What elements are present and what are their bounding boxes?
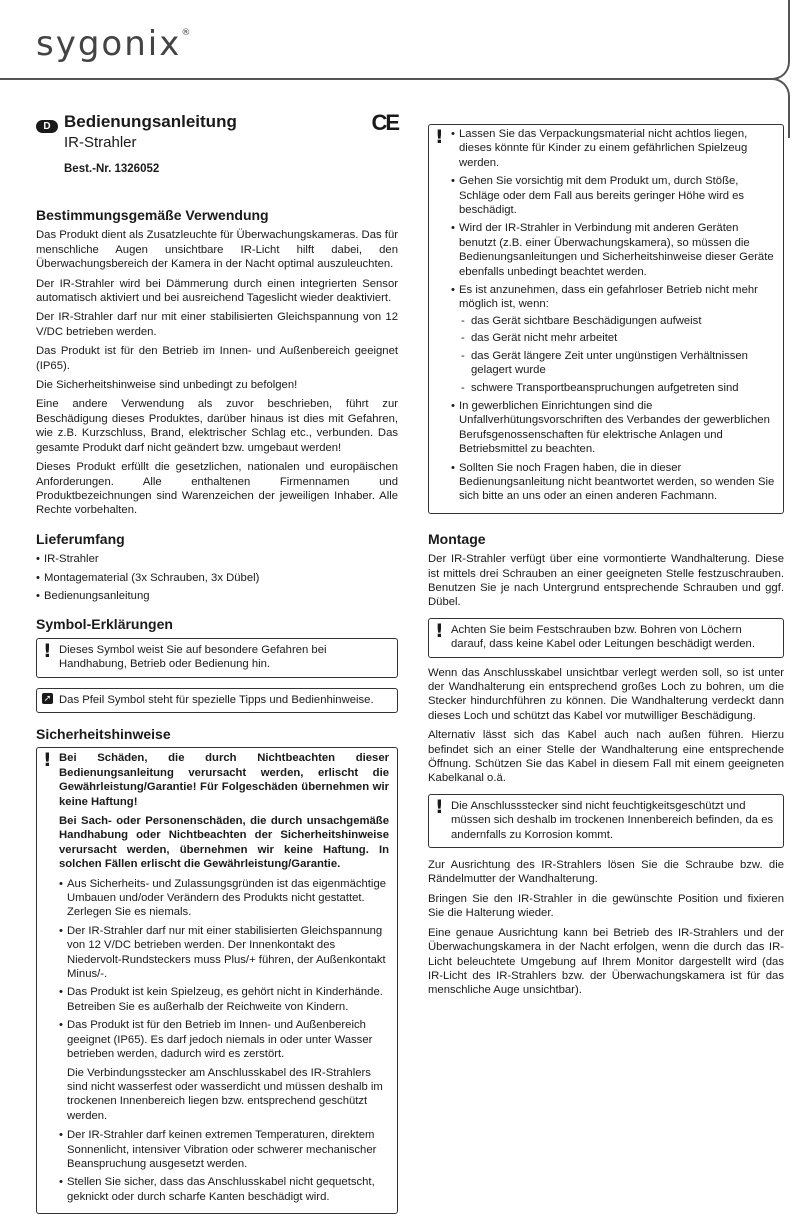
list-item: • IR-Strahler bbox=[36, 552, 398, 566]
list-item: • Das Produkt ist kein Spielzeug, es gehört nicht in Kinderhände. Betreiben Sie es außerhalb der Reichweite von Kindern. bbox=[59, 985, 389, 1014]
mounting-warning-text: Achten Sie beim Festschrauben bzw. Bohren von Löchern darauf, dass keine Kabel oder Leitungen beschädigt werden. bbox=[451, 623, 755, 651]
page-frame-corner bbox=[760, 0, 790, 80]
document-subtitle: IR-Strahler bbox=[64, 134, 137, 151]
language-badge: D bbox=[36, 120, 58, 133]
title-block bbox=[36, 110, 398, 208]
left-column bbox=[36, 110, 398, 1228]
arrow-symbol-box bbox=[36, 688, 398, 713]
symbols-section bbox=[36, 617, 398, 713]
condition-item: - das Gerät längere Zeit unter ungünstigen Verhältnissen gelagert wurde bbox=[459, 349, 775, 378]
safety-box-continued bbox=[428, 124, 784, 514]
paragraph: Der IR-Strahler darf nur mit einer stabilisierten Gleichspannung von 12 V/DC betrieben werden. bbox=[36, 311, 398, 338]
mounting-section bbox=[428, 532, 784, 998]
safety-list bbox=[59, 877, 389, 1205]
safety-bold-paragraph: Bei Schäden, die durch Nichtbeachten dieser Bedienungsanleitung verursacht werden, erlischt die Gewährleistung/Garantie! Für Folgeschäden übernehmen wir keine Haftung! bbox=[59, 752, 389, 808]
safety-bold-paragraph: Bei Sach- oder Personenschäden, die durch unsachgemäße Handhabung oder Nichtbeachten der Sicherheitshinweise verursacht werden, übernehmen wir keine Haftung. In solchen Fällen erlischt die Gewährleistung/Garantie. bbox=[59, 815, 389, 871]
list-item bbox=[59, 1018, 389, 1123]
safety-section bbox=[36, 727, 398, 1214]
mounting-warning-box bbox=[428, 618, 784, 658]
paragraph: Eine genaue Ausrichtung kann bei Betrieb des IR-Strahlers und der Überwachungskamera in der Nacht erfolgen, wenn die durch das IR-Licht beleuchtete Umgebung auf Ihrem Monitor dargestellt wird (das IR-Licht des IR-Strahlers bzw. der Überwachungskamera ist für das menschliche Auge unsichtbar). bbox=[428, 926, 784, 997]
arrow-icon: ➚ bbox=[43, 692, 52, 703]
warning-symbol-box bbox=[36, 638, 398, 678]
list-item: • Lassen Sie das Verpackungsmaterial nicht achtlos liegen, dieses könnte für Kinder zu einem gefährlichen Spielzeug werden. bbox=[451, 127, 775, 170]
list-item: • In gewerblichen Einrichtungen sind die Unfallverhütungsvorschriften des Verbandes der gewerblichen Berufsgenossenschaften für elektrische Anlagen und Betriebsmittel zu beachten. bbox=[451, 399, 775, 457]
paragraph: Eine andere Verwendung als zuvor beschrieben, führt zur Beschädigung dieses Produktes, darüber hinaus ist dies mit Gefahren, wie z.B. Kurzschluss, Brand, elektrischer Schlag etc., verbunden. Das gesamte Produkt darf nicht geändert bzw. umgebaut werden! bbox=[36, 398, 398, 454]
paragraph: Alternativ lässt sich das Kabel auch nach außen führen. Hierzu befindet sich an einer Stelle der Wandhalterung eine entsprechende Öffnung. Schützen Sie das Kabel in diesem Fall mit einem geeigneten Kabelkanal o.ä. bbox=[428, 729, 784, 785]
paragraph: Der IR-Strahler verfügt über eine vormontierte Wandhalterung. Diese ist mittels drei Schrauben an einer geeigneten Stelle festzuschrauben. Benutzen Sie je nach Untergrund entsprechende Schrauben und ggf. Dübel. bbox=[428, 553, 784, 609]
warning-icon: ! bbox=[435, 795, 444, 818]
brand-logo: sygonix® bbox=[36, 24, 193, 64]
warning-symbol-text: Dieses Symbol weist Sie auf besondere Gefahren bei Handhabung, Betrieb oder Bedienung hin. bbox=[59, 643, 327, 671]
list-item: • Aus Sicherheits- und Zulassungsgründen ist das eigenmächtige Umbauen und/oder Verändern des Produkts nicht gestattet. Zerlegen Sie es niemals. bbox=[59, 877, 389, 920]
list-item: • Montagematerial (3x Schrauben, 3x Dübel) bbox=[36, 571, 398, 585]
mounting-heading: Montage bbox=[428, 530, 486, 547]
paragraph: Zur Ausrichtung des IR-Strahlers lösen Sie die Schraube bzw. die Rändelmutter der Wandhalterung. bbox=[428, 859, 784, 886]
safety-heading: Sicherheitshinweise bbox=[36, 725, 171, 742]
list-item: • Bedienungsanleitung bbox=[36, 589, 398, 603]
list-item: • Gehen Sie vorsichtig mit dem Produkt um, durch Stöße, Schläge oder dem Fall aus bereits geringer Höhe wird es beschädigt. bbox=[451, 174, 775, 217]
connector-note: Die Verbindungsstecker am Anschlusskabel des IR-Strahlers sind nicht wasserfest oder wasserdicht und müssen deshalb im trockenen Innenbereich liegen bzw. entsprechend geschützt werden. bbox=[67, 1066, 383, 1122]
list-item: • Sollten Sie noch Fragen haben, die in dieser Bedienungsanleitung nicht beantwortet werden, so wenden Sie sich bitte an uns oder an einen anderen Fachmann. bbox=[451, 461, 775, 504]
condition-item: - das Gerät nicht mehr arbeitet bbox=[459, 331, 775, 345]
scope-heading: Lieferumfang bbox=[36, 530, 125, 547]
paragraph: Das Produkt ist für den Betrieb im Innen- und Außenbereich geeignet (IP65). bbox=[36, 345, 398, 372]
list-item: • Stellen Sie sicher, dass das Anschlusskabel nicht gequetscht, geknickt oder durch scharfe Kanten beschädigt wird. bbox=[59, 1175, 389, 1204]
paragraph: Dieses Produkt erfüllt die gesetzlichen, nationalen und europäischen Anforderungen. Alle enthaltenen Firmennamen und Produktbezeichnungen sind Warenzeichen der jeweiligen Inhaber. Alle Rechte vorbehalten. bbox=[36, 461, 398, 517]
symbols-heading: Symbol-Erklärungen bbox=[36, 616, 173, 633]
list-item bbox=[451, 283, 775, 395]
paragraph: Wenn das Anschlusskabel unsichtbar verlegt werden soll, so ist unter der Wandhalterung ein entsprechend großes Loch zu bohren, um die Stecker hindurchführen zu können. Die Wandhalterung verdeckt dann dieses Loch und schützt das Kabel vor mutwilliger Beschädigung. bbox=[428, 666, 784, 722]
list-item-text: Das Produkt ist für den Betrieb im Innen- und Außenbereich geeignet (IP65). Es darf jedoch niemals in oder unter Wasser betrieben werden, dadurch wird es zerstört. bbox=[67, 1019, 373, 1061]
condition-list bbox=[459, 314, 775, 395]
warning-icon: ! bbox=[43, 639, 52, 662]
condition-item: - schwere Transportbeanspruchungen aufgetreten sind bbox=[459, 381, 775, 395]
connector-warning-text: Die Anschlussstecker sind nicht feuchtigkeitsgeschützt und müssen sich deshalb im trockenen Innenbereich befinden, da es andernfalls zu Korrosion kommt. bbox=[451, 799, 774, 841]
paragraph: Die Sicherheitshinweise sind unbedingt zu befolgen! bbox=[36, 379, 298, 392]
list-item: • Der IR-Strahler darf keinen extremen Temperaturen, direktem Sonnenlicht, intensiver Vibration oder schwerer mechanischer Beanspruchung ausgesetzt werden. bbox=[59, 1128, 389, 1171]
right-column bbox=[428, 124, 784, 1012]
safety-list-continued bbox=[451, 127, 775, 504]
warning-icon: ! bbox=[435, 126, 444, 148]
connector-warning-box bbox=[428, 794, 784, 848]
arrow-symbol-text: Das Pfeil Symbol steht für spezielle Tipps und Bedienhinweise. bbox=[59, 693, 374, 706]
condition-item: - das Gerät sichtbare Beschädigungen aufweist bbox=[459, 314, 775, 328]
paragraph: Das Produkt dient als Zusatzleuchte für Überwachungskameras. Das für menschliche Augen unsichtbare IR-Licht hilft dabei, den Überwachungsbereich der Kamera in der Nacht optimal auszuleuchten. bbox=[36, 229, 398, 271]
paragraph: Bringen Sie den IR-Strahler in die gewünschte Position und fixieren Sie die Halterung wieder. bbox=[428, 892, 784, 920]
intended-use-heading: Bestimmungsgemäße Verwendung bbox=[36, 207, 269, 223]
safety-box bbox=[36, 747, 398, 1214]
scope-section bbox=[36, 532, 398, 604]
scope-list bbox=[36, 552, 398, 603]
paragraph: Der IR-Strahler wird bei Dämmerung durch einen integrierten Sensor automatisch aktiviert und bei ausreichend Tageslicht wieder deaktiviert. bbox=[36, 277, 398, 305]
ce-mark: CE bbox=[371, 110, 398, 135]
warning-icon: ! bbox=[43, 749, 52, 772]
warning-icon: ! bbox=[435, 619, 444, 642]
intended-use-section bbox=[36, 208, 398, 518]
list-item-text: Es ist anzunehmen, dass ein gefahrloser Betrieb nicht mehr möglich ist, wenn: bbox=[459, 284, 758, 311]
list-item: • Der IR-Strahler darf nur mit einer stabilisierten Gleichspannung von 12 V/DC betrieben werden. Der Innenkontakt des Niedervolt-Rundsteckers muss Plus/+ führen, der Außenkontakt Minus/-. bbox=[59, 924, 389, 982]
list-item: • Wird der IR-Strahler in Verbindung mit anderen Geräten benutzt (z.B. einer Überwachungskamera), so müssen die Bedienungsanleitungen und Sicherheitshinweise dieser Geräte ebenfalls unbedingt beachtet werden. bbox=[451, 221, 775, 279]
order-number: Best.-Nr. 1326052 bbox=[64, 163, 160, 175]
document-title: Bedienungsanleitung bbox=[64, 112, 237, 131]
